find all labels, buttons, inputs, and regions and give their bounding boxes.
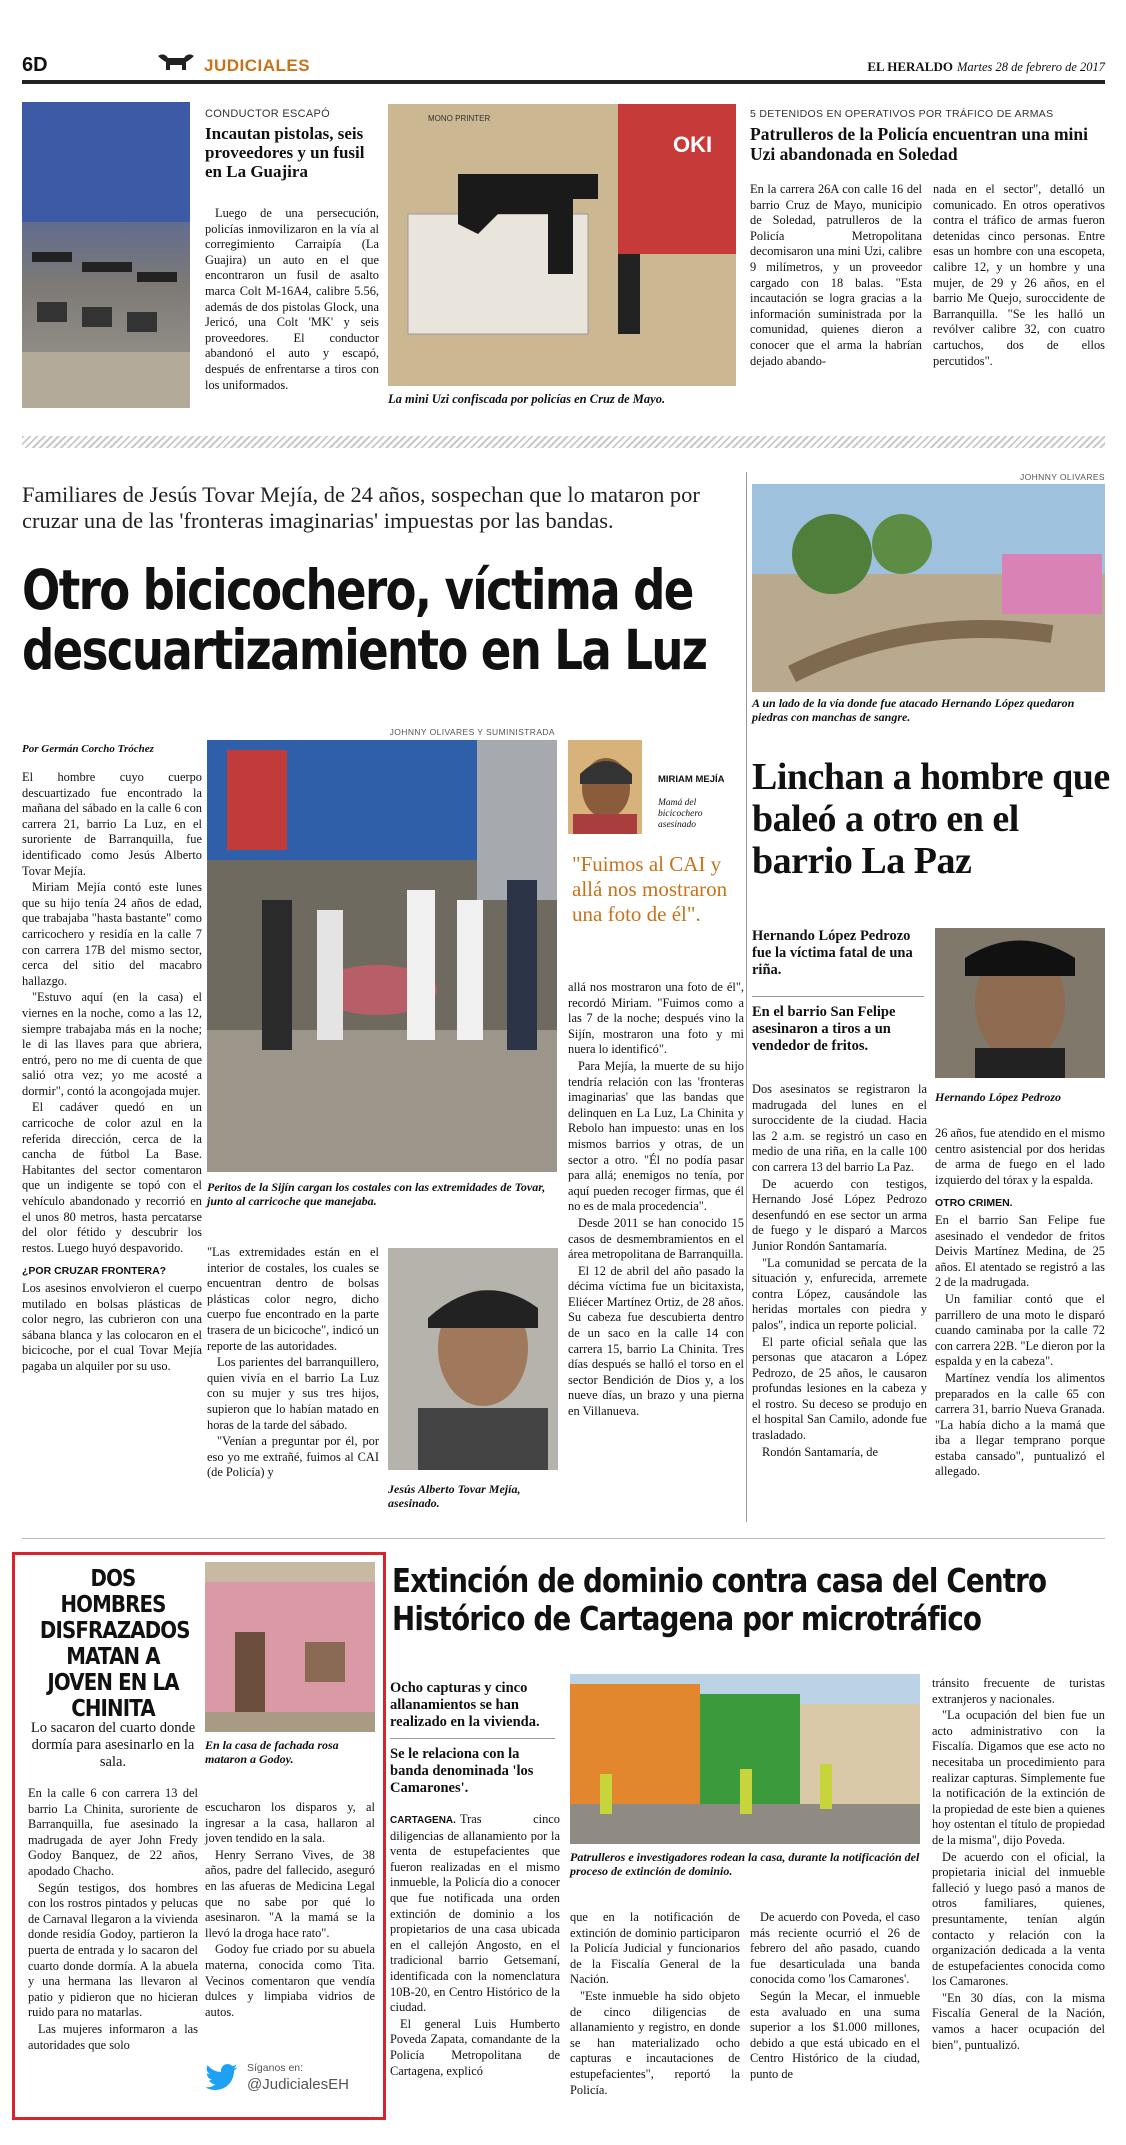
- main-col1: [22, 770, 202, 1376]
- main-headline: Otro bicicochero, víctima de descuartizamiento en La Luz: [22, 558, 707, 682]
- cartagena-col1: [390, 1812, 560, 2080]
- issue-date: Martes 28 de febrero de 2017: [956, 60, 1105, 74]
- chinita-dek: Lo sacaron del cuarto donde dormía para asesinarlo en la sala.: [30, 1720, 196, 1770]
- guns-kicker: CONDUCTOR ESCAPÓ: [205, 108, 330, 120]
- cartagena-photo: [570, 1674, 920, 1844]
- chinita-caption: En la casa de fachada rosa mataron a Godoy.: [205, 1738, 339, 1766]
- paz-headline: Linchan a hombre que baleó a otro en el barrio La Paz: [752, 756, 1110, 882]
- cartagena-photo-caption: Patrulleros e investigadores rodean la casa, durante la notificación del proceso de extinción de dominio.: [570, 1850, 920, 1878]
- paz-photo-caption: A un lado de la vía donde fue atacado Hernando López quedaron piedras con manchas de sangre.: [752, 696, 1075, 724]
- mother-photo: [568, 740, 642, 834]
- main-photo: [207, 740, 557, 1172]
- uzi-col1-text: En la carrera 26A con calle 16 del barrio Cruz de Mayo, municipio de Soledad, patrulleros de la Policía Metropolitana decomisaron una mini Uzi, calibre 9 milímetros, y un proveedor cargado con 18 balas. "Esta incautación se logra gracias a la información suministrada por la comunidad, quienes dieron a conocer que el arma la habrían dejado abando-: [750, 182, 922, 368]
- cartagena-col4-p3: De acuerdo con el oficial, la propietaria inicial del inmueble falleció y luego pasó a manos de otros familiares, quienes, presuntamente, tenían algún contacto y relación con la organización dedicada a la venta de estupefacientes conocida como los Camarones.: [932, 1849, 1105, 1989]
- cartagena-dek1: Ocho capturas y cinco allanamientos se han realizado en la vivienda.: [390, 1680, 540, 1730]
- chinita-col2-p1: escucharon los disparos y, al ingresar a la casa, hallaron al joven tendido en la sala.: [205, 1800, 375, 1846]
- quote-role: Mamá del bicicochero asesinado: [658, 798, 703, 830]
- cartagena-dek2: Se le relaciona con la banda denominada 'los Camarones'.: [390, 1746, 534, 1796]
- uzi-box-text: MONO PRINTER: [428, 114, 491, 123]
- main-col2-p2: Los parientes del barranquillero, quien vivía en el barrio La Luz con su mujer y sus tres hijos, supieron que lo habían matado en horas de la tarde del sábado.: [207, 1355, 379, 1432]
- main-subhead: ¿POR CRUZAR FRONTERA?: [22, 1265, 167, 1278]
- mug-caption: Hernando López Pedrozo: [935, 1090, 1061, 1104]
- main-photo-caption: Peritos de la Sijín cargan los costales con las extremidades de Tovar, junto al carricoche que manejaba.: [207, 1180, 546, 1208]
- main-col1-p2: Miriam Mejía contó este lunes que su hijo tenía 24 años de edad, que trabajaba "hasta bastante" como carricochero y residía en la calle 7 con carrera 17B del mismo sector, cerca del sitio del macabro hallazgo.: [22, 880, 202, 988]
- paz-col1-p4: El parte oficial señala que las personas que atacaron a López Pedrozo, de 25 años, le causaron profundas lesiones en la cabeza y el rostro. Su deceso se produjo en el hospital San Camilo, adonde fue trasladado.: [752, 1334, 927, 1443]
- main-col3-p1: allá nos mostraron una foto de él", recordó Miriam. "Fuimos como a las 7 de la noche; después vino la Sijín, mostraron una foto y mi nuera lo identificó".: [568, 980, 744, 1057]
- cartagena-col3-p1: De acuerdo con Poveda, el caso más reciente ocurrió el 26 de febrero del año pasado, cuando fue desarticulada una banda conocida como 'los Camarones'.: [750, 1910, 920, 1987]
- section-title: JUDICIALES: [204, 56, 311, 75]
- main-col3-p3: Desde 2011 se han conocido 15 casos de desmembramientos en el área metropolitana de Barranquilla.: [568, 1215, 744, 1262]
- uzi-kicker: 5 DETENIDOS EN OPERATIVOS POR TRÁFICO DE ARMAS: [750, 108, 1054, 120]
- cartagena-headline: Extinción de dominio contra casa del Centro Histórico de Cartagena por microtráfico: [392, 1561, 1047, 1638]
- cartagena-col1-p1: [390, 1812, 560, 2016]
- mug-photo: [935, 928, 1105, 1078]
- pull-quote: "Fuimos al CAI y allá nos mostraron una foto de él".: [572, 852, 728, 926]
- page-number: 6D: [22, 54, 48, 76]
- chinita-col2-p3: Godoy fue criado por su abuela materna, conocida como Tita. Vecinos comentaron que vendía dulces y limpiaba vidrios de autos.: [205, 1942, 375, 2019]
- main-col2: [207, 1245, 379, 1482]
- uzi-col2-text: nada en el sector", detalló un comunicado. En otros operativos contra el tráfico de armas fueron detenidas cinco personas. Entre esas un hombre con una escopeta, calibre 12, y un hombre y una mujer, de 29 y 26 años, en el barrio Me Quejo, suroccidente de Barranquilla. "Se les halló un revólver calibre 32, con cuatro cartuchos, dos de ellos percutidos".: [933, 182, 1105, 368]
- masthead: [830, 58, 1105, 76]
- paz-photo-credit: JOHNNY OLIVARES: [1019, 472, 1105, 482]
- chinita-col1-p2: Según testigos, dos hombres con los rostros pintados y pelucas de Carnaval llegaron a la vivienda donde residía Godoy, partieron la puerta de entrada y lo sacaron del cuarto donde dormía. A la abuela y una hermana las llevaron al patio y pidieron que no hicieran ruido para no matarlas.: [28, 1880, 198, 2020]
- cartagena-col3: [750, 1910, 920, 2084]
- cartagena-col2: [570, 1910, 740, 2099]
- paz-col2-p4: Martínez vendía los alimentos preparados en la calle 65 con carrera 31, barrio Nueva Granada. "La había dicho a la mamá que iba a llegar temprano porque estaba cansado", puntualizó el allegado.: [935, 1370, 1105, 1479]
- header-rule: [22, 80, 1105, 84]
- cartagena-col4-p4: "En 30 días, con la misma Fiscalía General de la Nación, vamos a hacer ocupación del bien", puntualizó.: [932, 1990, 1105, 2052]
- paz-dek2: En el barrio San Felipe asesinaron a tiros a un vendedor de fritos.: [752, 1004, 896, 1054]
- uzi-headline: Patrulleros de la Policía encuentran una mini Uzi abandonada en Soledad: [750, 124, 1089, 164]
- uzi-col2: [933, 182, 1105, 370]
- chinita-col1-p1: En la calle 6 con carrera 13 del barrio La Chinita, suroriente de Barranquilla, fue asesinado la madrugada de ayer John Fredy Godoy Banquez, de 22 años, apodado Chacho.: [28, 1786, 198, 1878]
- victim-caption: Jesús Alberto Tovar Mejía, asesinado.: [388, 1482, 521, 1510]
- paz-col2: [935, 1126, 1105, 1481]
- cartagena-col4: [932, 1676, 1105, 2054]
- main-col2-p1: "Las extremidades están en el interior de costales, los cuales se encuentran dentro de bolsas plásticas color negro, dicho cuerpo fue encontrado en la parte trasera de un bicicoche", indicó un reporte de las autoridades.: [207, 1245, 379, 1353]
- main-col1-p4: El cadáver quedó en un carricoche de color azul en la referida dirección, cerca de la cancha de fútbol La Base. Habitantes del sector comentaron que un indigente se topó con el vehículo abandonado y recorrió en el unos 80 metros, hasta percatarse del olor fétido y descubrir los restos. Luego huyó despavorido.: [22, 1100, 202, 1255]
- paz-dek1: Hernando López Pedrozo fue la víctima fatal de una riña.: [752, 928, 913, 978]
- main-deck: Familiares de Jesús Tovar Mejía, de 24 años, sospechan que lo mataron por cruzar una de las 'fronteras imaginarias' impuestas por las bandas.: [22, 482, 700, 533]
- victim-photo: [388, 1248, 558, 1470]
- cartagena-col2-p1: que en la notificación de extinción de dominio participaron la Policía Judicial y funcionarios de la Fiscalía General de la Nación.: [570, 1910, 740, 1987]
- paz-dek-rule: [752, 996, 924, 997]
- main-col3-p2: Para Mejía, la muerte de su hijo tendría relación con las 'fronteras imaginarias' que las bandas que delinquen en La Luz, La Chinita y Rebolo han impuesto: unas en los mismos barrios y otras, de un sector a otro. "Él no podía pasar para allá; enemigos no tenía, por aquí pueden recoger firmas, que él no es de mala procedencia".: [568, 1058, 744, 1214]
- cartagena-dek-rule: [390, 1738, 555, 1739]
- uzi-col1: [750, 182, 922, 370]
- paz-col2-p3: Un familiar contó que el parrillero de una moto le disparó cuando caminaba por la calle 72 con carrera 22B. "Le dieron por la espalda y en la cabeza".: [935, 1291, 1105, 1369]
- chinita-col2-p2: Henry Serrano Vives, de 38 años, padre del fallecido, aseguró en las afueras de Medicina Legal que no sabe por qué lo asesinaron. "A la mamá se la llevó la droga hace rato".: [205, 1847, 375, 1940]
- section-divider: [22, 436, 1105, 448]
- uzi-brand: OKI: [673, 132, 713, 157]
- guns-body-text: Luego de una persecución, policías inmovilizaron en la vía al corregimiento Carraipía (La Guajira) un auto en el que encontraron un fusil de asalto marca Colt M-16A4, calibre 5.56, además de dos pistolas Glock, una Jericó, una Colt 'MK' y seis proveedores. El conductor abandonó el auto y escapó, después de enfrentarse a tiros con los uniformados.: [205, 206, 379, 392]
- column-divider: [746, 472, 747, 1522]
- uzi-photo: [388, 104, 736, 386]
- main-col2-p3: "Venían a preguntar por él, por eso yo me extrañé, fuimos al CAI (de Policía) y: [207, 1434, 379, 1480]
- paz-col2-p1: 26 años, fue atendido en el mismo centro asistencial por dos heridas de arma de fuego en el lado izquierdo del tórax y la espalda.: [935, 1126, 1105, 1187]
- social-label: Síganos en:: [247, 2062, 304, 2074]
- cartagena-col4-p1: tránsito frecuente de turistas extranjeros y nacionales.: [932, 1676, 1105, 1706]
- bull-logo-icon: [156, 50, 196, 76]
- cartagena-col4-p2: "La ocupación del bien fue un acto administrativo con la Fiscalía. Digamos que ese acto no necesitaba un procedimiento para realizar capturas. Simplemente fue la notificación de la extinción de la propiedad de este bien a quienes hoy ostentan el título de propiedad de la misma", dijo Poveda.: [932, 1708, 1105, 1847]
- guns-headline: Incautan pistolas, seis proveedores y un fusil en La Guajira: [205, 124, 365, 181]
- main-col3: [568, 980, 744, 1421]
- twitter-bird-icon: [205, 2064, 239, 2092]
- bottom-section-rule: [22, 1538, 1105, 1539]
- uzi-caption: La mini Uzi confiscada por policías en Cruz de Mayo.: [388, 392, 666, 406]
- guns-photo: [22, 102, 190, 408]
- chinita-col1: [28, 1786, 198, 2054]
- paz-col1-p2: De acuerdo con testigos, Hernando José López Pedrozo desenfundó en ese sector un arma de fuego y le disparó a Marcos Junior Rondón Santamaría.: [752, 1176, 927, 1253]
- quote-name: MIRIAM MEJÍA: [658, 774, 725, 785]
- guns-body: [205, 206, 379, 394]
- cartagena-col2-p2: "Este inmueble ha sido objeto de cinco diligencias de allanamiento y registro, en donde se han materializado ocho capturas e incautaciones de estupefacientes", reportó la Policía.: [570, 1988, 740, 2097]
- newspaper-name: EL HERALDO: [867, 59, 953, 74]
- chinita-photo: [205, 1562, 375, 1732]
- chinita-col2: [205, 1800, 375, 2021]
- chinita-headline: DOS HOMBRES DISFRAZADOS MATAN A JOVEN EN LA CHINITA: [39, 1566, 190, 1722]
- cartagena-col1-p2: El general Luis Humberto Poveda Zapata, comandante de la Policía Metropolitana de Cartagena, explicó: [390, 2016, 560, 2078]
- paz-col2-p2: En el barrio San Felipe fue asesinado el vendedor de fritos Deivis Martínez Medina, de 25 años. El atentado se registró a las 2 de la madrugada.: [935, 1212, 1105, 1290]
- paz-col1-p5: Rondón Santamaría, de: [762, 1444, 878, 1459]
- paz-subhead: OTRO CRIMEN.: [935, 1197, 1013, 1210]
- paz-photo: [752, 484, 1105, 692]
- main-photo-credit: JOHNNY OLIVARES Y SUMINISTRADA: [389, 727, 555, 737]
- chinita-col1-p3: Las mujeres informaron a las autoridades que solo: [28, 2021, 198, 2052]
- main-col3-p4: El 12 de abril del año pasado la décima víctima fue un bicitaxista, Eliécer Martínez Ortiz, de 28 años. Su cabeza fue descubierta dentro de un saco en la calle 14 con carrera 15, barrio La Chinita. Tres días después se halló el torso en el sector Bendición de Dios y, a los nueve días, un brazo y una pierna en Villanueva.: [568, 1263, 744, 1419]
- paz-col1-p3: "La comunidad se percata de la situación y, enfurecida, arremete contra López, causándole las heridas mortales con piedra y palos", indica un reporte policial.: [752, 1255, 927, 1332]
- main-col1-p5: Los asesinos envolvieron el cuerpo mutilado en bolsas plásticas de color negro, las cubrieron con una sábana blanca y las colocaron en el bicicoche, por el cual Tovar Mejía pagaba un alquiler por su uso.: [22, 1281, 202, 1373]
- paz-col1-p1: Dos asesinatos se registraron la madrugada del lunes en el suroccidente de la ciudad. Hacia las 2 a.m. se registró un caso en medio de una riña, en la calle 100 con carrera 13 del barrio La Paz.: [752, 1082, 927, 1174]
- twitter-follow[interactable]: [205, 2060, 375, 2100]
- cartagena-col1-text: Tras cinco diligencias de allanamiento por la venta de estupefacientes que fueron realizadas en el mismo inmueble, la Policía dio a conocer que fue notificada una orden extinción de dominio a los propietarios de una casa ubicada en el callejón Angosto, en el tradicional barrio Getsemaní, identificada con la nomenclatura 10B-20, en Centro Histórico de la ciudad.: [390, 1812, 560, 2015]
- main-col1-p1: El hombre cuyo cuerpo descuartizado fue encontrado la mañana del sábado en la calle 6 con carrera 21, barrio La Luz, en el suroriente de Barranquilla, fue identificado como Jesús Alberto Tovar Mejía.: [22, 770, 202, 878]
- cartagena-dateline: CARTAGENA.: [390, 1815, 456, 1826]
- main-col1-p3: "Estuvo aquí (en la casa) el viernes en la noche, como a las 12, siempre trabajaba más en la noche; le di las llaves para que abriera, entró, pero no me di cuenta de que salió otra vez; yo me acosté a dormir", contó la acongojada mujer.: [22, 990, 202, 1098]
- social-handle[interactable]: @JudicialesEH: [247, 2076, 349, 2093]
- cartagena-col3-p2: Según la Mecar, el inmueble esta avaluado en una suma superior a los $1.000 millones, debido a que está ubicado en el Centro Histórico de la ciudad, punto de: [750, 1988, 920, 2081]
- main-byline: Por Germán Corcho Tróchez: [22, 743, 154, 755]
- paz-col1: [752, 1082, 927, 1461]
